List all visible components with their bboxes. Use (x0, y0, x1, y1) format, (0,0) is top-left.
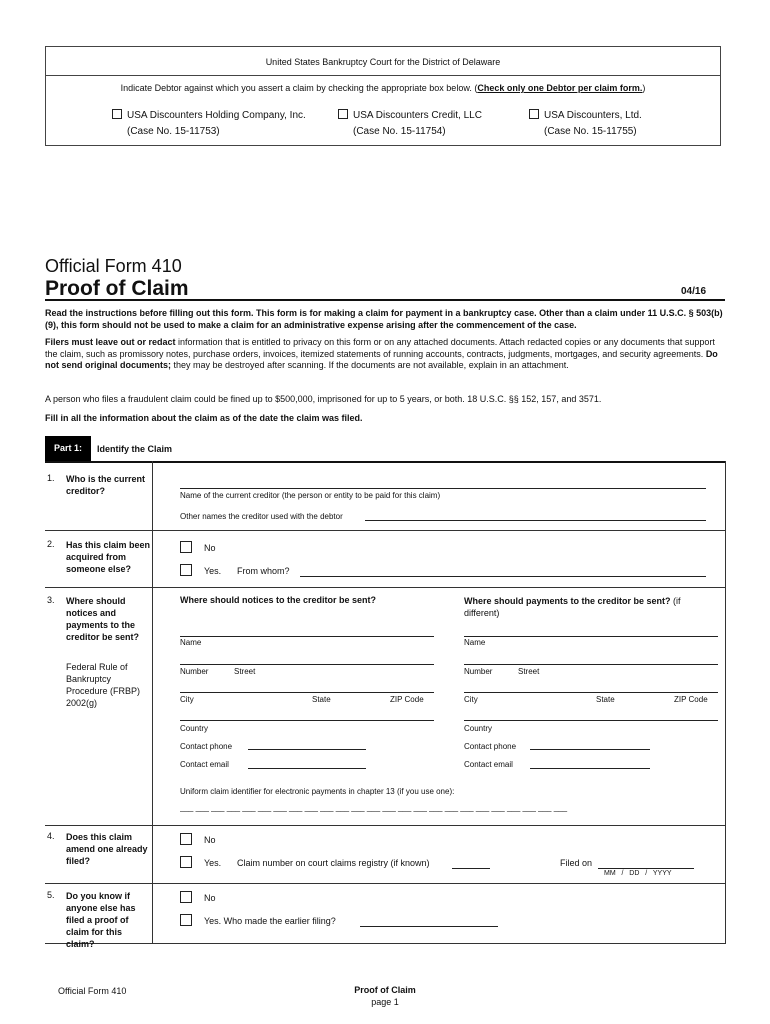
q2-yes-label: Yes. (204, 566, 222, 576)
from-whom-label: From whom? (237, 566, 290, 576)
notices-zip-label: ZIP Code (390, 695, 424, 704)
notices-state-label: State (312, 695, 331, 704)
notices-name-field[interactable] (180, 636, 434, 637)
notices-name-label: Name (180, 638, 202, 647)
form-frame-right (725, 461, 726, 943)
payments-heading (464, 595, 714, 619)
part-tab: Part 1: (45, 436, 91, 461)
payments-country-field[interactable] (464, 720, 718, 721)
q5-no-checkbox[interactable] (180, 891, 192, 903)
q2-question: Has this claim been acquired from someone else? (66, 540, 151, 574)
originals-text: they may be destroyed after scanning. If the documents are not available, explain in an attachment. (171, 360, 569, 370)
q2-yes-checkbox[interactable] (180, 564, 192, 576)
payments-email-label: Contact email (464, 760, 513, 769)
row-separator (45, 587, 725, 588)
q1-number: 1. (47, 473, 55, 483)
intro-paragraph-2 (45, 337, 727, 372)
debtor-option-3[interactable] (529, 109, 642, 137)
q4-no-label: No (204, 835, 216, 845)
payments-city-field[interactable] (464, 692, 718, 693)
q4-question: Does this claim amend one already filed? (66, 832, 148, 866)
payments-email-field[interactable] (530, 768, 650, 769)
notices-country-label: Country (180, 724, 209, 733)
payments-phone-field[interactable] (530, 749, 650, 750)
payments-number-label: Number (464, 667, 493, 676)
checkbox-icon[interactable] (112, 109, 122, 119)
debtor-option-2[interactable] (338, 109, 482, 137)
q5-yes-label: Yes. Who made the earlier filing? (204, 916, 336, 926)
filed-on-label: Filed on (560, 858, 593, 868)
q2-no-label: No (204, 543, 216, 553)
part-rule (45, 461, 726, 463)
form-revision: 04/16 (681, 286, 707, 297)
notices-email-label: Contact email (180, 760, 229, 769)
footer-page: page 1 (371, 997, 399, 1007)
notices-city-field[interactable] (180, 692, 434, 693)
notices-street-field[interactable] (180, 664, 434, 665)
payments-city-label: City (464, 695, 478, 704)
notices-city-label: City (180, 695, 194, 704)
notices-phone-label: Contact phone (180, 742, 233, 751)
uniform-id-label: Uniform claim identifier for electronic payments in chapter 13 (if you use one): (180, 787, 455, 796)
notices-email-field[interactable] (248, 768, 366, 769)
part-title: Identify the Claim (97, 444, 173, 454)
originals-bold: Do not send original documents; (45, 348, 718, 370)
debtor-box (45, 46, 721, 146)
title-rule (45, 299, 725, 301)
creditor-name-caption: Name of the current creditor (the person or entity to be paid for this claim) (180, 491, 441, 500)
debtor-case: (Case No. 15-11755) (544, 126, 637, 137)
frbp-rule: Federal Rule of Bankruptcy Procedure (FRBP) 2002(g) (66, 662, 141, 708)
instruction-end: ) (642, 83, 646, 93)
payments-zip-label: ZIP Code (674, 695, 708, 704)
court-name: United States Bankruptcy Court for the District of Delaware (265, 57, 501, 67)
payments-state-label: State (596, 695, 615, 704)
intro-paragraph-1: Read the instructions before filling out this form. This form is for making a claim for payment in a bankruptcy case. Other than a claim under 11 U.S.C. § 503(b)(9), this form should not be used to make a claim for an administrative expense arising after the commencement of the case. (45, 308, 723, 330)
question-column-divider (152, 461, 153, 943)
q3-number: 3. (47, 595, 55, 605)
notices-country-field[interactable] (180, 720, 434, 721)
filed-on-field[interactable] (598, 868, 694, 869)
instruction-text: Indicate Debtor against which you assert a claim by checking the appropriate box below. ( (120, 83, 478, 93)
earlier-filer-field[interactable] (360, 926, 498, 927)
q5-no-label: No (204, 893, 216, 903)
row-separator (45, 825, 725, 826)
checkbox-icon[interactable] (338, 109, 348, 119)
q5-yes-checkbox[interactable] (180, 914, 192, 926)
q4-yes-label: Yes. (204, 858, 222, 868)
from-whom-field[interactable] (300, 576, 706, 577)
redact-bold: Filers must leave out or redact (45, 337, 176, 347)
other-names-label: Other names the creditor used with the debtor (180, 512, 343, 521)
instruction-bold: Check only one Debtor per claim form. (477, 83, 643, 93)
footer-form: Official Form 410 (58, 986, 127, 996)
redact-text: information that is entitled to privacy on this form or on any attached documents. Attach redacted copies or any documents that support the claim, such as promissory notes, purchase orders, invoices, itemized statements of running accounts, contracts, judgments, mortgages, and security agreements. (45, 337, 715, 359)
uniform-id-field[interactable]: ___ ___ ___ ___ ___ ___ ___ ___ ___ ___ ___ ___ ___ ___ ___ ___ ___ ___ ___ ___ ___ ___ ___ ___ ___ (180, 803, 568, 812)
debtor-name: USA Discounters, Ltd. (544, 110, 642, 121)
payments-street-label: Street (518, 667, 540, 676)
q2-no-checkbox[interactable] (180, 541, 192, 553)
row-separator (45, 530, 725, 531)
q5-number: 5. (47, 890, 55, 900)
notices-heading: Where should notices to the creditor be sent? (180, 595, 377, 605)
payments-country-label: Country (464, 724, 493, 733)
debtor-name: USA Discounters Credit, LLC (353, 110, 482, 121)
notices-number-label: Number (180, 667, 209, 676)
claim-number-field[interactable] (452, 868, 490, 869)
payments-street-field[interactable] (464, 664, 718, 665)
intro-paragraph-3: A person who files a fraudulent claim could be fined up to $500,000, imprisoned for up to 5 years, or both. 18 U.S.C. §§ 152, 157, and 3571. (45, 394, 602, 404)
debtor-option-1[interactable] (112, 109, 306, 137)
q1-question: Who is the current creditor? (66, 474, 146, 496)
q3-question: Where should notices and payments to the creditor be sent? (66, 596, 140, 642)
intro-paragraph-4: Fill in all the information about the claim as of the date the claim was filed. (45, 413, 363, 423)
notices-phone-field[interactable] (248, 749, 366, 750)
q2-number: 2. (47, 539, 55, 549)
row-separator (45, 883, 725, 884)
page-title: Proof of Claim (45, 277, 189, 300)
date-format-hint: MM / DD / YYYY (604, 870, 672, 877)
debtor-case: (Case No. 15-11753) (127, 126, 220, 137)
checkbox-icon[interactable] (529, 109, 539, 119)
creditor-name-field[interactable] (180, 488, 706, 489)
payments-heading-suffix: (if different) (464, 596, 681, 618)
q4-no-checkbox[interactable] (180, 833, 192, 845)
q4-yes-checkbox[interactable] (180, 856, 192, 868)
other-names-field[interactable] (365, 520, 706, 521)
notices-street-label: Street (234, 667, 256, 676)
q5-question: Do you know if anyone else has filed a proof of claim for this claim? (66, 891, 136, 949)
debtor-instruction (46, 83, 720, 93)
payments-name-label: Name (464, 638, 486, 647)
debtor-name: USA Discounters Holding Company, Inc. (127, 110, 306, 121)
claim-number-label: Claim number on court claims registry (if known) (237, 858, 430, 868)
payments-phone-label: Contact phone (464, 742, 517, 751)
debtor-case: (Case No. 15-11754) (353, 126, 446, 137)
footer-title: Proof of Claim (354, 985, 416, 995)
payments-name-field[interactable] (464, 636, 718, 637)
separator (46, 75, 720, 76)
q4-number: 4. (47, 831, 55, 841)
form-number: Official Form 410 (45, 256, 182, 276)
payments-heading-text: Where should payments to the creditor be sent? (464, 596, 671, 606)
